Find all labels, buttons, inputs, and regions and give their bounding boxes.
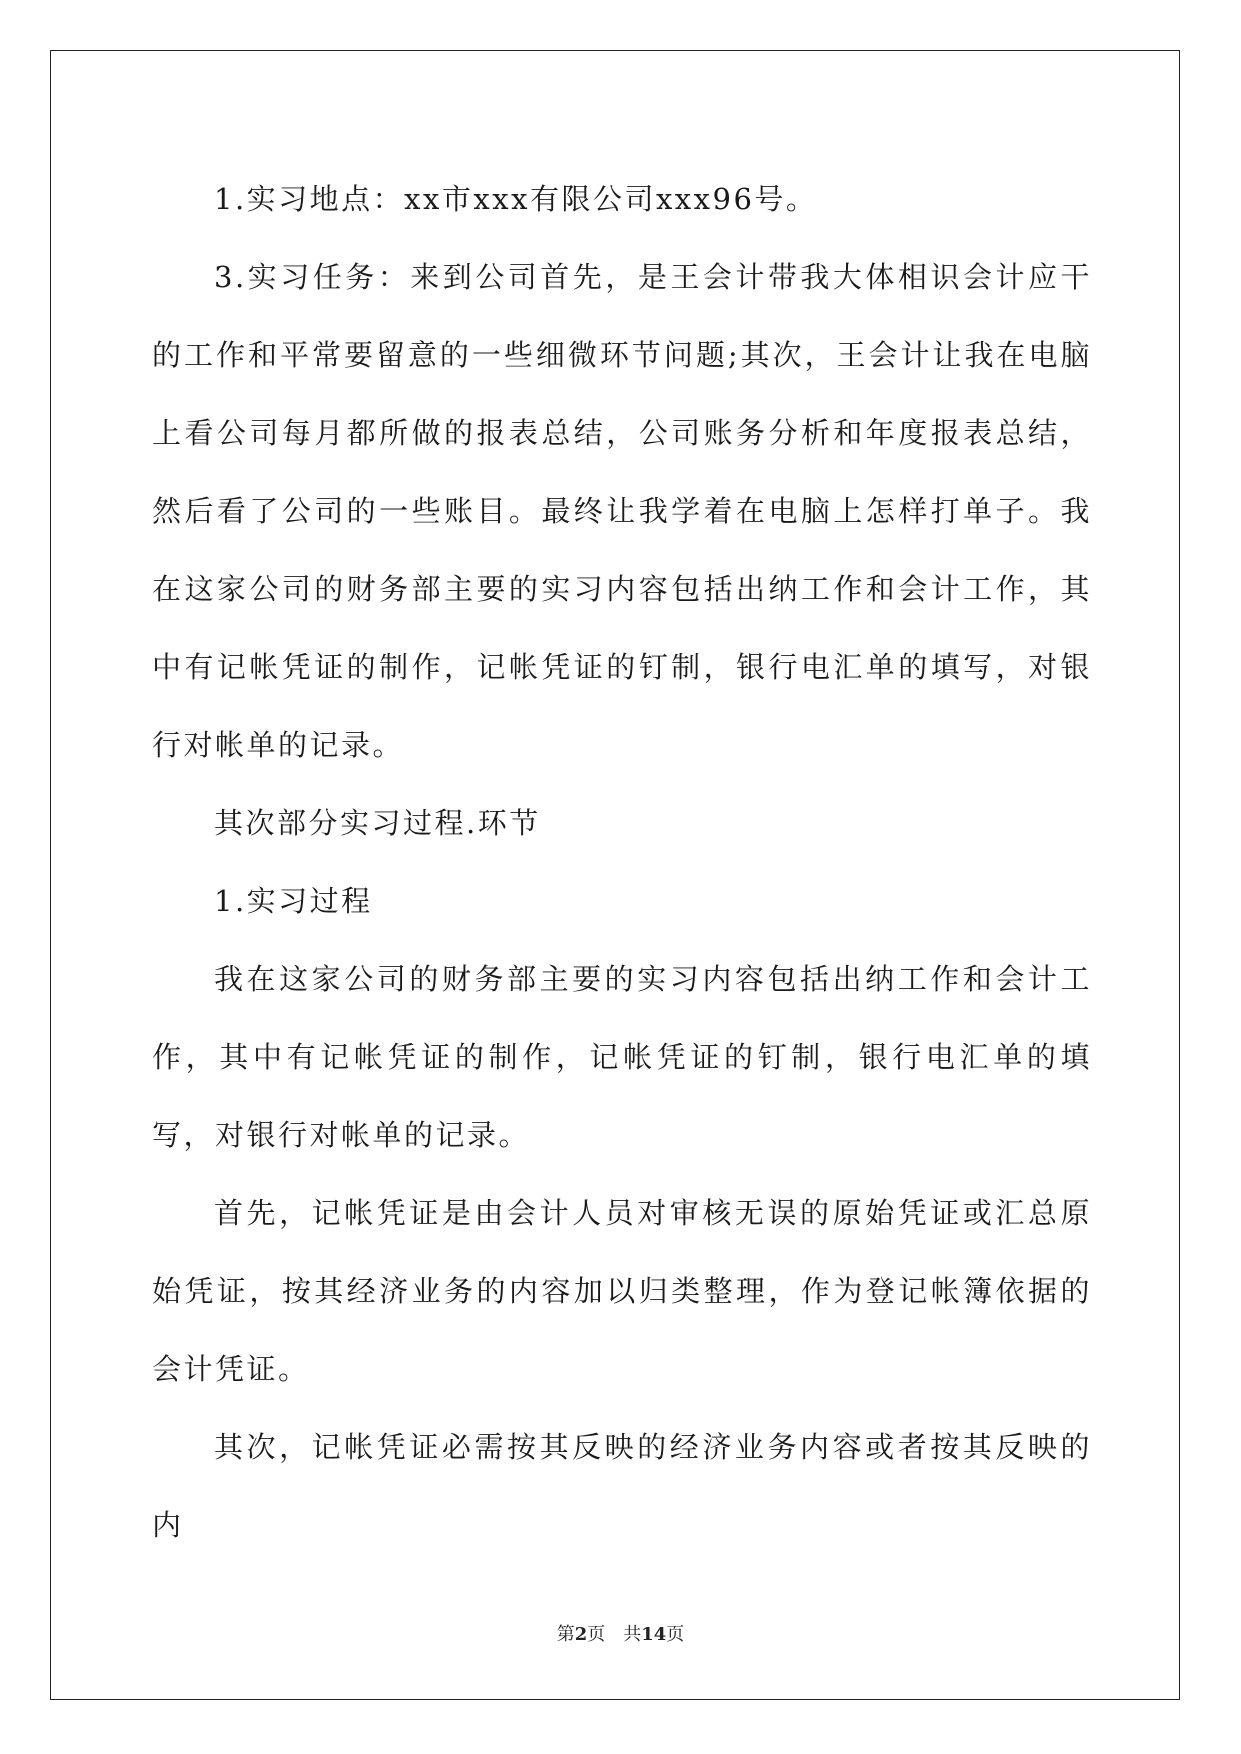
document-body <box>152 160 1092 1564</box>
paragraph-first: 首先，记帐凭证是由会计人员对审核无误的原始凭证或汇总原始凭证，按其经济业务的内容加以归类整理，作为登记帐簿依据的会计凭证。 <box>152 1196 1092 1386</box>
footer-prefix: 第 <box>556 1624 575 1645</box>
paragraph-second: 其次，记帐凭证必需按其反映的经济业务内容或者按其反映的内 <box>152 1430 1092 1542</box>
paragraph-tasks: 3.实习任务：来到公司首先，是王会计带我大体相识会计应干的工作和平常要留意的一些细微环节问题;其次，王会计让我在电脑上看公司每月都所做的报表总结，公司账务分析和年度报表总结，然后看了公司的一些账目。最终让我学着在电脑上怎样打单子。我在这家公司的财务部主要的实习内容包括出纳工作和会计工作，其中有记帐凭证的制作，记帐凭证的钉制，银行电汇单的填写，对银行对帐单的记录。 <box>152 260 1092 762</box>
footer-suffix: 页 <box>666 1624 685 1645</box>
page-footer <box>0 1620 1241 1646</box>
subsection-heading: 1.实习过程 <box>214 884 373 918</box>
total-page-number: 14 <box>641 1624 667 1645</box>
paragraph-location: 1.实习地点：xx市xxx有限公司xxx96号。 <box>214 182 818 216</box>
footer-mid: 页 共 <box>587 1624 642 1645</box>
paragraph-content: 我在这家公司的财务部主要的实习内容包括出纳工作和会计工作，其中有记帐凭证的制作，记帐凭证的钉制，银行电汇单的填写，对银行对帐单的记录。 <box>152 962 1092 1152</box>
section-heading: 其次部分实习过程.环节 <box>214 806 541 840</box>
current-page-number: 2 <box>574 1624 588 1645</box>
